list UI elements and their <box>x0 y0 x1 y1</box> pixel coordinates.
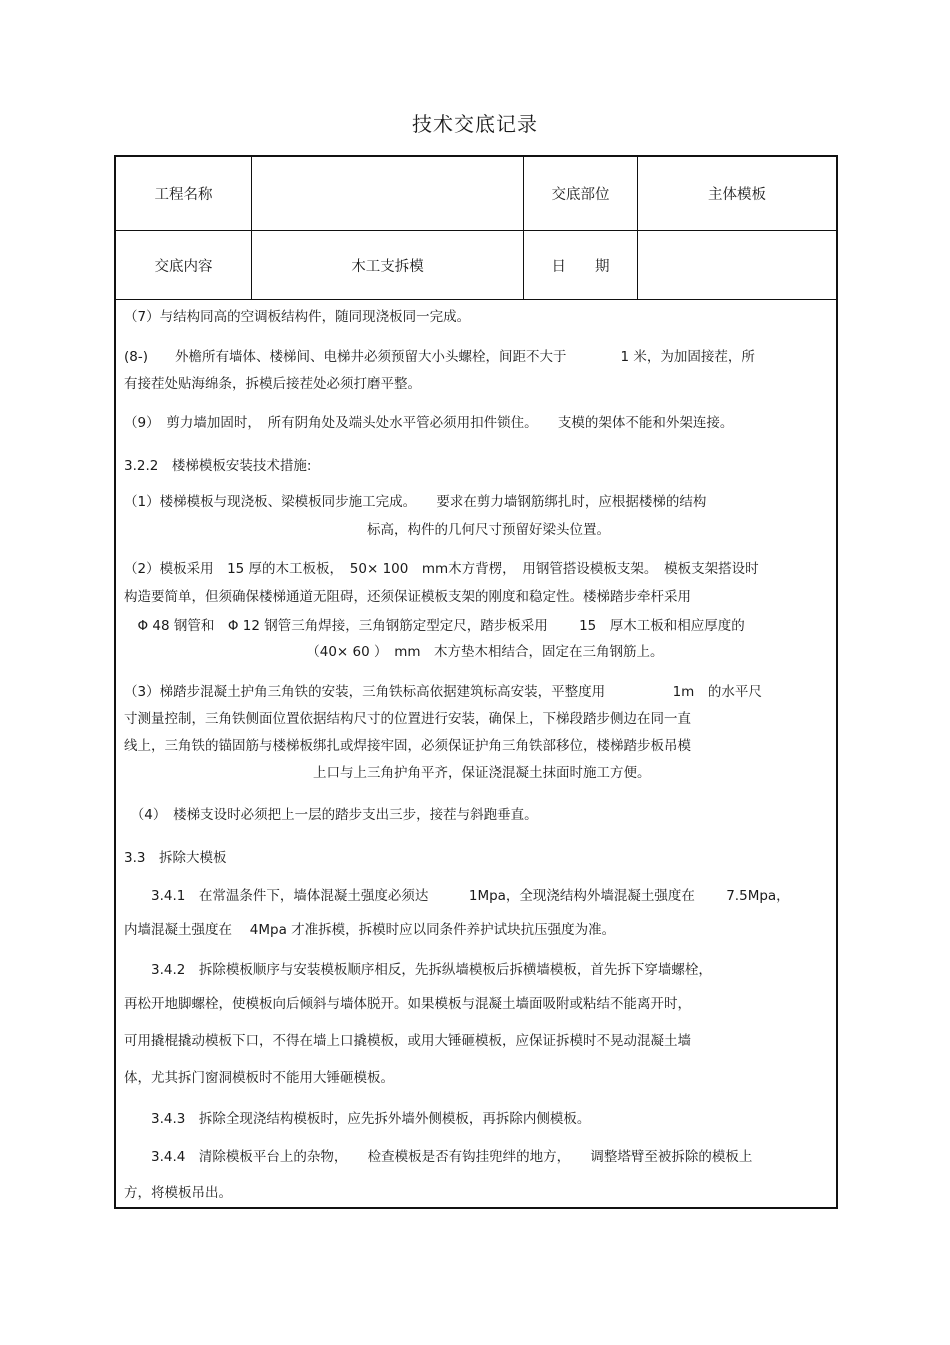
body-line: 3.4.4 清除模板平台上的杂物， 检查模板是否有钩挂兜绊的地方， 调整塔臂至被拆除的模板上 <box>124 1149 753 1165</box>
header-row-1 <box>116 157 836 231</box>
header-row-2 <box>116 231 836 300</box>
body-line: 3.2.2 楼梯模板安装技术措施: <box>124 458 312 474</box>
body-line: 内墙混凝土强度在 4Mpa 才准拆模，拆模时应以同条件养护试块抗压强度为准。 <box>124 922 616 938</box>
body-line: (8-) 外檐所有墙体、楼梯间、电梯井必须预留大小头螺栓，间距不大于 1 米，为加固接茬，所 <box>124 349 755 365</box>
project-name-label: 工程名称 <box>154 187 213 203</box>
part-label: 交底部位 <box>551 187 610 203</box>
disclosure-table <box>114 155 838 1209</box>
part-value: 主体模板 <box>708 187 766 203</box>
body-line: 标高，构件的几何尺寸预留好梁头位置。 <box>124 522 610 538</box>
date-value <box>638 231 836 299</box>
document-title: 技术交底记录 <box>412 112 538 136</box>
body-line: 3.4.3 拆除全现浇结构模板时，应先拆外墙外侧模板，再拆除内侧模板。 <box>124 1111 591 1127</box>
content-value: 木工支拆模 <box>351 258 424 275</box>
body-line: 构造要简单，但须确保楼梯通道无阻碍，还须保证模板支架的刚度和稳定性。楼梯踏步牵杆采用 <box>124 589 691 605</box>
body-line: （4） 楼梯支设时必须把上一层的踏步支出三步，接茬与斜跑垂直。 <box>124 807 538 823</box>
body-line: 3.4.2 拆除模板顺序与安装模板顺序相反，先拆纵墙模板后拆横墙模板，首先拆下穿墙螺栓， <box>124 962 712 978</box>
body-line: 3.4.1 在常温条件下，墙体混凝土强度必须达 1Mpa，全现浇结构外墙混凝土强度在 7.5Mpa， <box>124 888 790 904</box>
date-label: 日 期 <box>551 258 610 275</box>
body-line: 体，尤其拆门窗洞模板时不能用大锤砸模板。 <box>124 1070 394 1086</box>
body-line: 3.3 拆除大模板 <box>124 850 227 866</box>
body-line: 寸测量控制，三角铁侧面位置依据结构尺寸的位置进行安装，确保上，下梯段踏步侧边在同一直 <box>124 711 691 727</box>
body-line: （7）与结构同高的空调板结构件，随同现浇板同一完成。 <box>124 309 471 325</box>
body-line: 再松开地脚螺栓，使模板向后倾斜与墙体脱开。如果模板与混凝土墙面吸附或粘结不能离开时， <box>124 996 691 1012</box>
content-label: 交底内容 <box>154 258 213 275</box>
body-line: （1）楼梯模板与现浇板、梁模板同步施工完成。 要求在剪力墙钢筋绑扎时，应根据楼梯的结构 <box>124 494 707 510</box>
body-line: 线上，三角铁的锚固筋与楼梯板绑扎或焊接牢固，必须保证护角三角铁部移位，楼梯踏步板吊模 <box>124 738 691 754</box>
body-line: （3）梯踏步混凝土护角三角铁的安装，三角铁标高依据建筑标高安装，平整度用 1m 的水平尺 <box>124 684 762 700</box>
body-line: 上口与上三角护角平齐，保证浇混凝土抹面时施工方便。 <box>124 765 651 781</box>
body-line: （40× 60 ） mm 木方垫木相结合，固定在三角钢筋上。 <box>124 644 664 660</box>
body-line: 方，将模板吊出。 <box>124 1185 232 1201</box>
body-line: 可用撬棍撬动模板下口，不得在墙上口撬模板，或用大锤砸模板，应保证拆模时不晃动混凝土墙 <box>124 1033 691 1049</box>
body-line: Φ 48 钢管和 Φ 12 钢管三角焊接，三角钢筋定型定尺，踏步板采用 15 厚木工板和相应厚度的 <box>124 618 745 634</box>
body-line: （2）模板采用 15 厚的木工板板， 50× 100 mm木方背楞， 用钢管搭设模板支架。 模板支架搭设时 <box>124 561 759 577</box>
project-name-value <box>252 157 523 230</box>
body-line: （9） 剪力墙加固时， 所有阴角处及端头处水平管必须用扣件锁住。 支模的架体不能和外架连接。 <box>124 415 734 431</box>
body-line: 有接茬处贴海绵条，拆模后接茬处必须打磨平整。 <box>124 376 421 392</box>
